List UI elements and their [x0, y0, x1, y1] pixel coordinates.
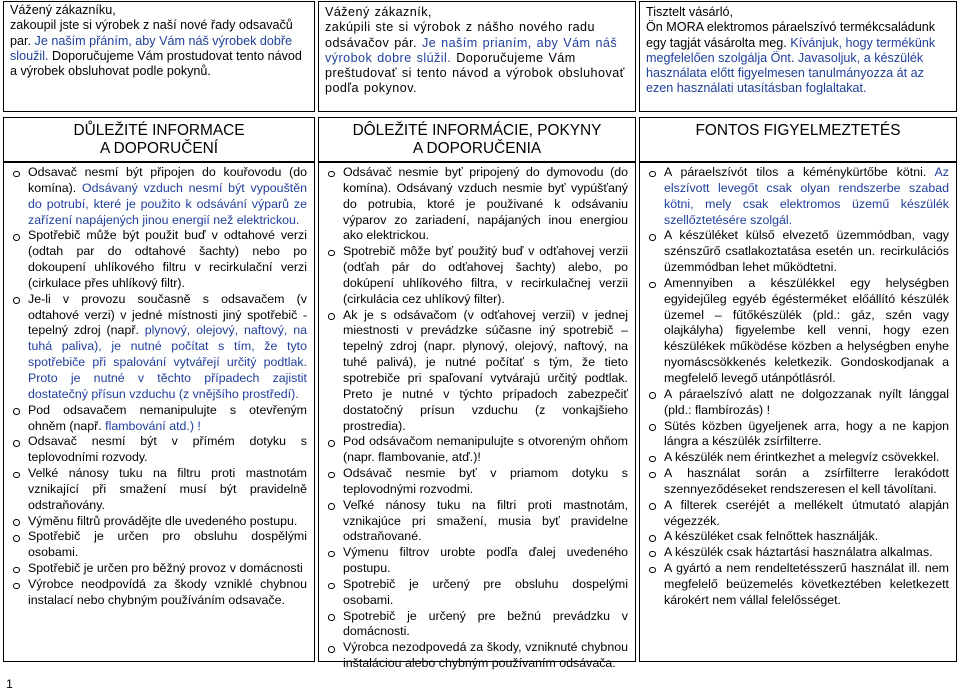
list-item: A készülék nem érintkezhet a melegvíz csövekkel. — [647, 450, 949, 466]
list-czech — [3, 162, 315, 662]
list-hungarian — [639, 162, 957, 662]
list-item: A filterek cseréjét a mellékelt útmutató alapján végezzék. — [647, 498, 949, 530]
heading-slovak: DÔLEŽITÉ INFORMÁCIE, POKYNY A DOPORUČENIA — [318, 117, 636, 162]
list-item: Amennyiben a készülékkel egy helységben egyidejűleg egyéb égésterméket előállító készülék üzemel – fűtőkészülék (pld.: gáz, szén vagy olajkályha) figyelembe kell venni, hogy ezen készülékek működése közben a helységben enyhe nyomáscsökkenés keletkezik. Gondoskodjanak a megfelelő levegő utánpótlásról. — [647, 276, 949, 387]
list-item: A páraelszívót tilos a kéménykürtőbe kötni. Az elszívott levegőt csak olyan rendszerbe szabad kötni, mely csak elektromos üzemű készülék szellőztetésére szolgál. — [647, 165, 949, 228]
list-slovak — [318, 162, 636, 671]
list-item: Je-li v provozu současně s odsavačem (v odtahové verzi) v jedné místnosti jiný spotřebič - tepelný zdroj (např. plynový, olejový, naftový, na tuhá paliva), je nutné počítat s tím, že tyto spotřebiče při spalování vytvářejí určitý podtlak. Proto je nutné v těchto případech zajistit dostatečný přísun vzduchu (z vnějšího prostředí). — [11, 292, 307, 403]
list-item: A páraelszívó alatt ne dolgozzanak nyílt lánggal (pld.: flambírozás) ! — [647, 387, 949, 419]
intro-czech: Vážený zákazníku, zakoupil jste si výrobek z naší nové řady odsavačů par. Je naším přáním, aby Vám náš výrobek dobře sloužil. Doporučujeme Vám prostudovat tento návod a výrobek obsluhovat podle pokynů. — [3, 1, 315, 112]
intro-hungarian: Tisztelt vásárló, Ön MORA elektromos páraelszívó termékcsaládunk egy tagját vásárolta meg. Kívánjuk, hogy termékünk megfelelően szolgálja Önt. Javasoljuk, a készülék használata előtt figyelmesen tanulmányozza át az ezen használati utasításban foglaltakat. — [639, 1, 957, 112]
list-item: Výrobce neodpovídá za škody vzniklé chybnou instalací nebo chybným používáním odsavače. — [11, 577, 307, 609]
list-item: Spotřebič může být použit buď v odtahové verzi (odtah par do odtahové šachty) nebo po dokoupení uhlíkového filtru v recirkulační verzi (cirkulace přes uhlíkový filtr). — [11, 228, 307, 291]
list-item: Odsávač nesmie byť v priamom dotyku s teplovodnými rozvodmi. — [326, 466, 628, 498]
intro-slovak: Vážený zákazník, zakúpili ste si výrobok z nášho nového radu odsávačov pár. Je naším prianím, aby Vám náš výrobok dobre slúžil. Doporučujeme Vám preštudovať si tento návod a výrobok obsluhovať podľa pokynov. — [318, 1, 636, 112]
list-item: A készülék csak háztartási használatra alkalmas. — [647, 545, 949, 561]
heading-hungarian: FONTOS FIGYELMEZTETÉS — [639, 117, 957, 162]
list-item: Odsávač nesmie byť pripojený do dymovodu (do komína). Odsávaný vzduch nesmie byť vypúšťaný do potrubia, ktoré je použivané k odsávaniu výparov zo zariadení, napájaných inou energiou ako elektrickou. — [326, 165, 628, 244]
list-item: Výrobca nezodpovedá za škody, vzniknuté chybnou inštaláciou alebo chybným používaním odsávača. — [326, 640, 628, 672]
page-number: 1 — [6, 677, 13, 691]
list-item: Výměnu filtrů provádějte dle uvedeného postupu. — [11, 514, 307, 530]
list-item: Odsavač nesmí být připojen do kouřovodu (do komína). Odsávaný vzduch nesmí být vypouštěn do potrubí, které je použito k odsávání výparů ze zařízení napájených jinou energií než elektrickou. — [11, 165, 307, 228]
list-item: Veľké nánosy tuku na filtri proti mastnotám, vznikajúce pri smažení, musia byť pravidelne odstraňované. — [326, 498, 628, 546]
list-item: Pod odsavačem nemanipulujte s otevřeným ohněm (např. flambování atd.) ! — [11, 403, 307, 435]
list-item: A használat során a zsírfilterre lerakódott szennyeződéseket rendszeresen el kell távolítani. — [647, 466, 949, 498]
list-item: Spotrebič je určený pre obsluhu dospelými osobami. — [326, 577, 628, 609]
list-item: A készüléket csak felnőttek használják. — [647, 529, 949, 545]
list-item: Ak je s odsávačom (v odťahovej verzii) v jednej miestnosti v prevádzke súčasne iný spotrebič – tepelný zdroj (napr. plynový, olejový, naftový, na tuhé palivá), je nutné počítať s tým, že tieto spotrebiče pri spaľovaní vytvárajú určitý podtlak. Preto je nutné v týchto prípadoch zabezpečiť dostatočný prísun vzduchu (z vonkajšieho prostredia). — [326, 308, 628, 435]
list-item: Odsavač nesmí být v přímém dotyku s teplovodními rozvody. — [11, 434, 307, 466]
list-item: A gyártó a nem rendeltetésszerű használat ill. nem megfelelő beüzemelés következtében keletkezett károkért nem vállal felelősséget. — [647, 561, 949, 609]
list-item: Sütés közben ügyeljenek arra, hogy a ne kapjon lángra a készülék zsírfilterre. — [647, 419, 949, 451]
list-item: Výmenu filtrov urobte podľa ďalej uvedeného postupu. — [326, 545, 628, 577]
list-item: Spotřebič je určen pro běžný provoz v domácnosti — [11, 561, 307, 577]
heading-czech: DŮLEŽITÉ INFORMACE A DOPORUČENÍ — [3, 117, 315, 162]
list-item: A készüléket külső elvezető üzemmódban, vagy szénszűrő csatlakoztatása esetén un. recirkulációs üzemmódban lehet működtetni. — [647, 228, 949, 276]
list-item: Pod odsávačom nemanipulujte s otvoreným ohňom (napr. flambovanie, atď.)! — [326, 434, 628, 466]
list-item: Spotrebič je určený pre bežnú prevádzku v domácnosti. — [326, 609, 628, 641]
list-item: Velké nánosy tuku na filtru proti mastnotám vznikající při smažení musí být pravidelně odstraňovány. — [11, 466, 307, 514]
list-item: Spotřebič je určen pro obsluhu dospělými osobami. — [11, 529, 307, 561]
list-item: Spotrebič môže byť použitý buď v odťahovej verzii (odťah pár do odťahovej šachty) alebo, po dokúpení uhlíkového filtra, v recirkulačnej verzii (cirkulácia cez uhlíkový filter). — [326, 244, 628, 307]
